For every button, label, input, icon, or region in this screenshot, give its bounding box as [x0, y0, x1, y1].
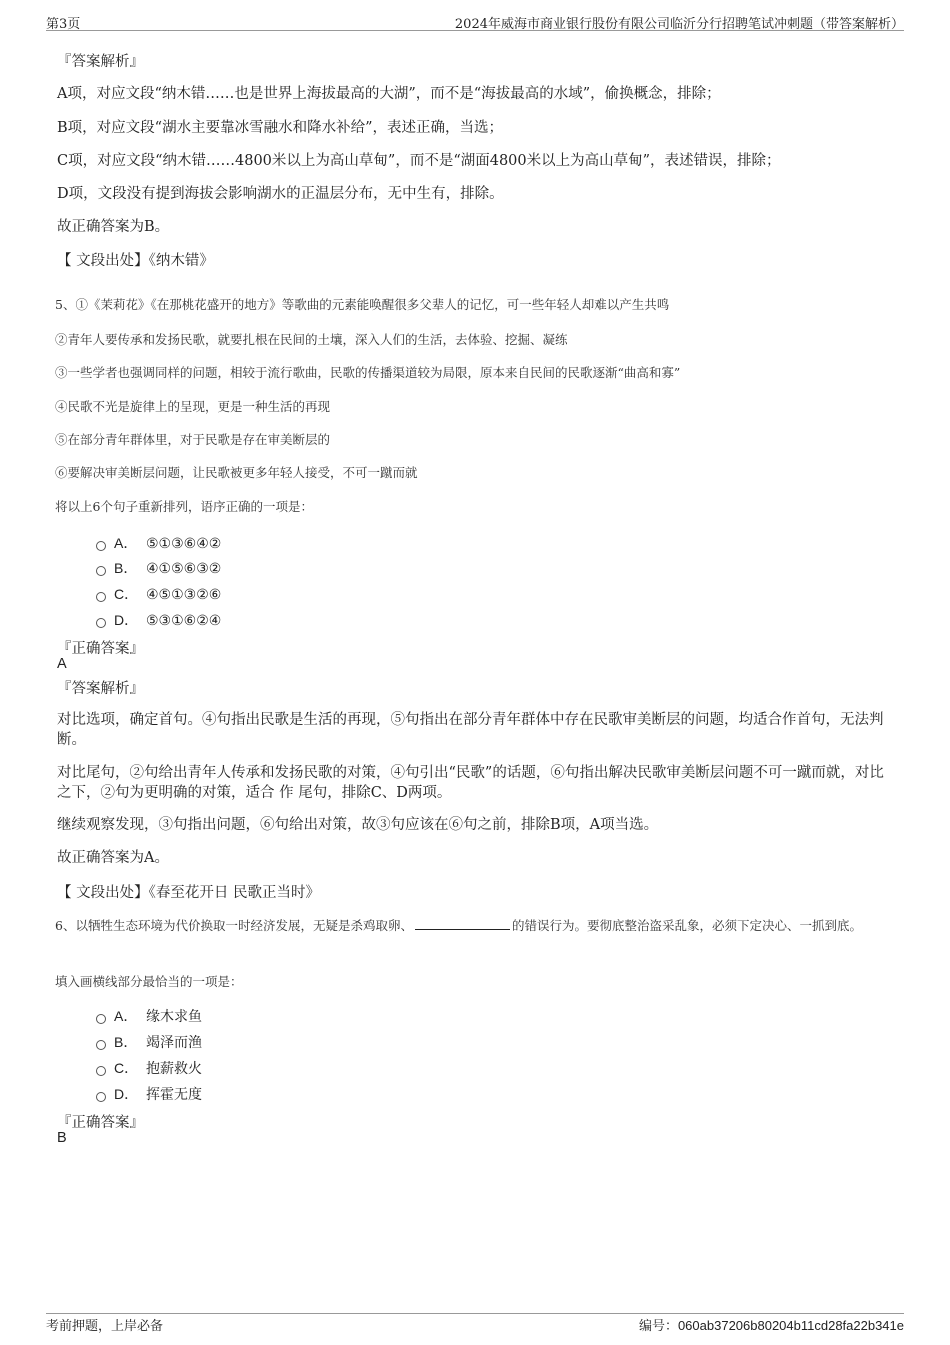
q6-answer-label: 『正确答案』: [57, 1115, 144, 1131]
radio-icon[interactable]: [96, 1014, 106, 1024]
q4-analysis-line: B项，对应文段“湖水主要靠冰雪融水和降水补给”，表述正确，当选；: [57, 120, 503, 136]
q5-analysis-label: 『答案解析』: [57, 681, 144, 697]
q5-option-c[interactable]: C． ④⑤①③②⑥: [96, 584, 221, 604]
page-footer: [46, 1313, 904, 1334]
q4-analysis-label: 『答案解析』: [57, 54, 144, 70]
q5-prompt: 将以上6个句子重新排列，语序正确的一项是：: [55, 499, 313, 514]
q6-option-d[interactable]: D． 挥霍无度: [96, 1084, 202, 1104]
radio-icon[interactable]: [96, 1092, 106, 1102]
q5-analysis-paragraph: 对比选项，确定首句。④句指出民歌是生活的再现，⑤句指出在部分青年群体中存在民歌审美断层的问题，均适合作首句，无法判断。: [57, 712, 884, 748]
q5-option-a[interactable]: A． ⑤①③⑥④②: [96, 533, 221, 553]
q6-option-c[interactable]: C． 抱薪救火: [96, 1058, 202, 1078]
q5-analysis-paragraph: 对比尾句，②句给出青年人传承和发扬民歌的对策，④句引出“民歌”的话题，⑥句指出解决民歌审美断层问题不可一蹴而就，对比之下，②句为更明确的对策，适合 作 尾句，排除C、D两项。: [57, 765, 884, 801]
q5-stem-line: ③一些学者也强调同样的问题，相较于流行歌曲，民歌的传播渠道较为局限，原本来自民间的民歌逐渐“曲高和寡”: [55, 365, 681, 380]
q5-stem-line: ②青年人要传承和发扬民歌，就要扎根在民间的土壤，深入人们的生活，去体验、挖掘、凝练: [55, 332, 568, 347]
fill-in-blank: [415, 917, 510, 930]
q4-analysis-line: A项，对应文段“纳木错……也是世界上海拔最高的大湖”，而不是“海拔最高的水域”，偷换概念，排除；: [57, 86, 721, 102]
radio-icon[interactable]: [96, 566, 106, 576]
q5-stem-line: ⑥要解决审美断层问题，让民歌被更多年轻人接受，不可一蹴而就: [55, 465, 418, 480]
q6-option-a[interactable]: A． 缘木求鱼: [96, 1006, 202, 1026]
q4-answer-line: 故正确答案为B。: [57, 219, 170, 235]
q5-source: 【 文段出处】《春至花开日 民歌正当时》: [57, 885, 320, 901]
q4-source: 【 文段出处】《纳木错》: [57, 253, 214, 269]
q4-analysis-line: D项，文段没有提到海拔会影响湖水的正温层分布，无中生有，排除。: [57, 186, 504, 202]
radio-icon[interactable]: [96, 618, 106, 628]
page-number: 第3页: [46, 17, 81, 32]
q6-answer: B: [57, 1130, 67, 1146]
radio-icon[interactable]: [96, 541, 106, 551]
footer-slogan: 考前押题，上岸必备: [46, 1319, 164, 1334]
page-header: [46, 0, 904, 31]
q5-option-b[interactable]: B． ④①⑤⑥③②: [96, 558, 221, 578]
q5-analysis-paragraph: 继续观察发现，③句指出问题，⑥句给出对策，故③句应该在⑥句之前，排除B项，A项当选。: [57, 817, 659, 833]
document-code: 编号：060ab37206b80204b11cd28fa22b341e: [638, 1318, 904, 1334]
document-title: 2024年威海市商业银行股份有限公司临沂分行招聘笔试冲刺题（带答案解析）: [454, 17, 904, 32]
q5-stem-line: 5、①《茉莉花》《在那桃花盛开的地方》等歌曲的元素能唤醒很多父辈人的记忆，可一些年轻人却难以产生共鸣: [55, 297, 670, 312]
q5-stem-line: ⑤在部分青年群体里，对于民歌是存在审美断层的: [55, 432, 331, 447]
q5-answer-label: 『正确答案』: [57, 641, 144, 657]
radio-icon[interactable]: [96, 592, 106, 602]
q5-option-d[interactable]: D． ⑤③①⑥②④: [96, 610, 221, 630]
q5-stem-line: ④民歌不光是旋律上的呈现，更是一种生活的再现: [55, 399, 331, 414]
q6-stem: 6、以牺牲生态环境为代价换取一时经济发展，无疑是杀鸡取卵、 的错误行为。要彻底整治盗采乱象，必须下定决心、一抓到底。: [55, 918, 862, 933]
radio-icon[interactable]: [96, 1040, 106, 1050]
q6-option-b[interactable]: B． 竭泽而渔: [96, 1032, 202, 1052]
q6-prompt: 填入画横线部分最恰当的一项是：: [55, 974, 243, 989]
q5-analysis-paragraph: 故正确答案为A。: [57, 850, 169, 866]
radio-icon[interactable]: [96, 1066, 106, 1076]
q4-analysis-line: C项，对应文段“纳木错……4800米以上为高山草甸”，而不是“湖面4800米以上为高山草甸”，表述错误，排除；: [57, 153, 781, 169]
q5-answer: A: [57, 656, 67, 672]
